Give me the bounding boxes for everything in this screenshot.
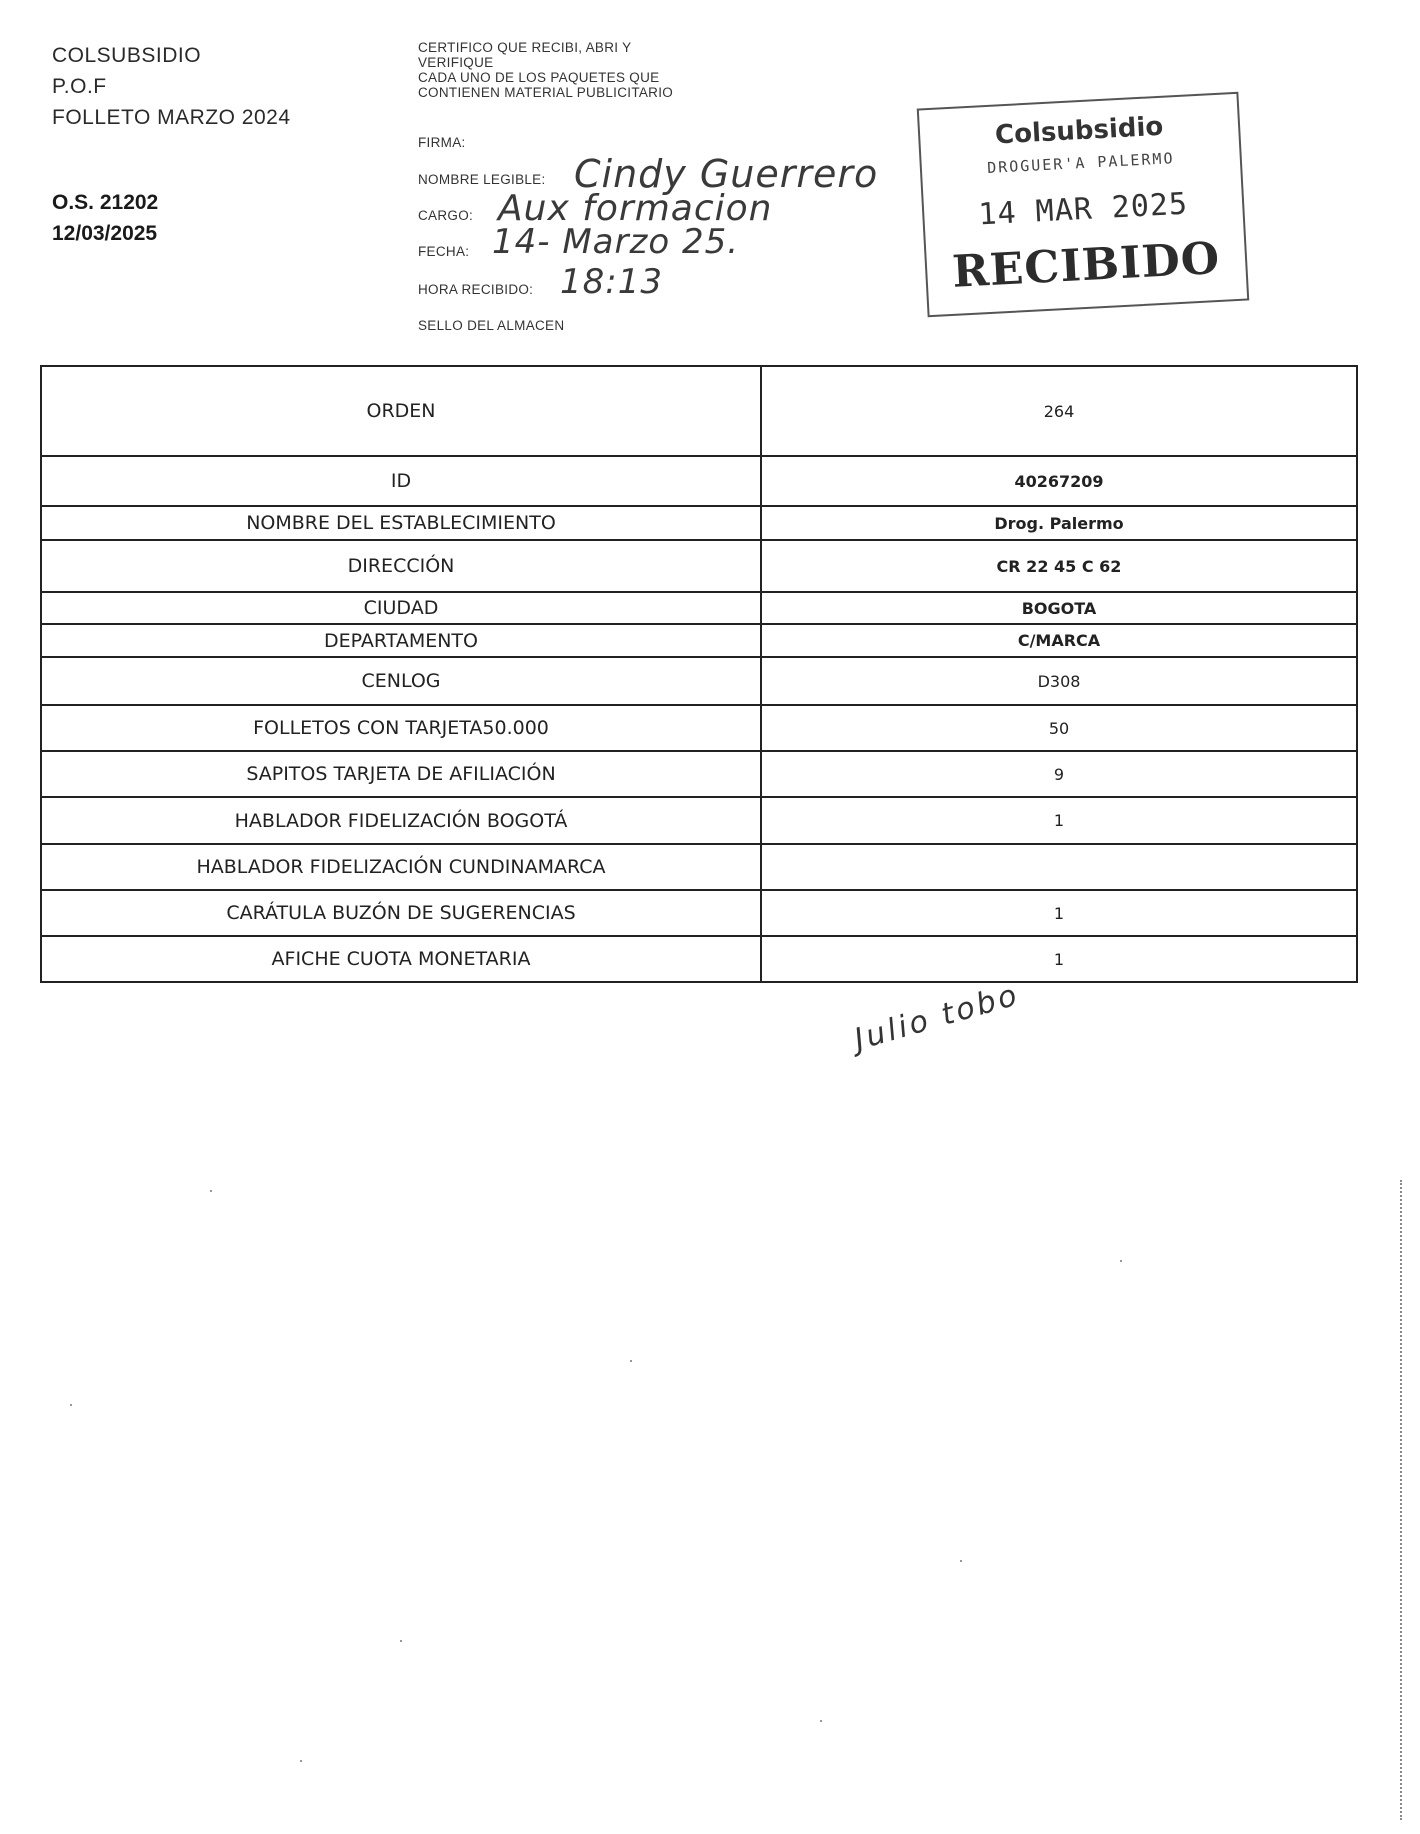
nombre-row <box>418 172 546 187</box>
certification-text <box>418 40 673 100</box>
document-date: 12/03/2025 <box>52 222 158 245</box>
row-label: HABLADOR FIDELIZACIÓN CUNDINAMARCA <box>41 844 761 890</box>
stamp-brand: Colsubsidio <box>994 111 1164 151</box>
os-number: O.S. 21202 <box>52 191 159 214</box>
row-value: 1 <box>761 890 1357 936</box>
folleto-title: FOLLETO MARZO 2024 <box>52 106 291 129</box>
table-row <box>41 797 1357 844</box>
stamp-status: RECIBIDO <box>951 232 1222 298</box>
table-row <box>41 540 1357 592</box>
sello-label: SELLO DEL ALMACEN <box>418 318 565 333</box>
row-value: D308 <box>761 657 1357 705</box>
cert-line-3: CADA UNO DE LOS PAQUETES QUE <box>418 70 660 85</box>
scan-speck <box>210 1190 212 1192</box>
sello-row <box>418 318 564 333</box>
table-row <box>41 936 1357 982</box>
row-label: FOLLETOS CON TARJETA50.000 <box>41 705 761 751</box>
hora-row <box>418 282 533 297</box>
row-label: ORDEN <box>41 366 761 456</box>
nombre-label: NOMBRE LEGIBLE: <box>418 172 546 187</box>
scan-speck <box>70 1404 72 1406</box>
row-value: 50 <box>761 705 1357 751</box>
cert-line-2: VERIFIQUE <box>418 55 494 70</box>
scan-speck <box>820 1720 822 1722</box>
row-value: CR 22 45 C 62 <box>761 540 1357 592</box>
cargo-value: Aux formacion <box>498 188 773 229</box>
stamp-date: 14 MAR 2025 <box>977 186 1189 233</box>
row-value: Drog. Palermo <box>761 506 1357 540</box>
cargo-label: CARGO: <box>418 208 474 223</box>
row-value: C/MARCA <box>761 624 1357 657</box>
firma-row <box>418 135 466 150</box>
table-row <box>41 657 1357 705</box>
cert-line-1: CERTIFICO QUE RECIBI, ABRI Y <box>418 40 632 55</box>
row-label: CIUDAD <box>41 592 761 624</box>
scan-speck <box>400 1640 402 1642</box>
row-value: 40267209 <box>761 456 1357 506</box>
table-row <box>41 890 1357 936</box>
table-row <box>41 751 1357 797</box>
scan-speck <box>1120 1260 1122 1262</box>
hora-label: HORA RECIBIDO: <box>418 282 534 297</box>
fecha-value: 14- Marzo 25. <box>492 222 740 262</box>
row-label: NOMBRE DEL ESTABLECIMIENTO <box>41 506 761 540</box>
received-stamp <box>917 92 1249 318</box>
scan-edge-noise <box>1400 1180 1404 1820</box>
scan-speck <box>960 1560 962 1562</box>
firma-label: FIRMA: <box>418 135 466 150</box>
row-value <box>761 844 1357 890</box>
hora-value: 18:13 <box>560 262 663 302</box>
cargo-row <box>418 208 473 223</box>
nombre-value: Cindy Guerrero <box>574 152 879 196</box>
row-value: 1 <box>761 936 1357 982</box>
row-value: 9 <box>761 751 1357 797</box>
row-value: BOGOTA <box>761 592 1357 624</box>
table-row <box>41 456 1357 506</box>
handwritten-signature: Julio tobo <box>850 977 1024 1058</box>
row-label: CENLOG <box>41 657 761 705</box>
cert-line-4: CONTIENEN MATERIAL PUBLICITARIO <box>418 85 674 100</box>
scan-speck <box>300 1760 302 1762</box>
table-row <box>41 624 1357 657</box>
stamp-store: DROGUER'A PALERMO <box>986 149 1175 177</box>
row-value: 264 <box>761 366 1357 456</box>
fecha-label: FECHA: <box>418 244 470 259</box>
row-label: AFICHE CUOTA MONETARIA <box>41 936 761 982</box>
row-label: SAPITOS TARJETA DE AFILIACIÓN <box>41 751 761 797</box>
table-row <box>41 844 1357 890</box>
header-block <box>52 40 291 249</box>
row-label: HABLADOR FIDELIZACIÓN BOGOTÁ <box>41 797 761 844</box>
row-label: ID <box>41 456 761 506</box>
row-value: 1 <box>761 797 1357 844</box>
table-row <box>41 592 1357 624</box>
delivery-table <box>40 365 1358 983</box>
pof-label: P.O.F <box>52 75 107 98</box>
scan-speck <box>630 1360 632 1362</box>
company-name: COLSUBSIDIO <box>52 44 202 67</box>
table-row <box>41 705 1357 751</box>
fecha-row <box>418 244 469 259</box>
table-row <box>41 366 1357 456</box>
row-label: DEPARTAMENTO <box>41 624 761 657</box>
table-row <box>41 506 1357 540</box>
row-label: DIRECCIÓN <box>41 540 761 592</box>
row-label: CARÁTULA BUZÓN DE SUGERENCIAS <box>41 890 761 936</box>
